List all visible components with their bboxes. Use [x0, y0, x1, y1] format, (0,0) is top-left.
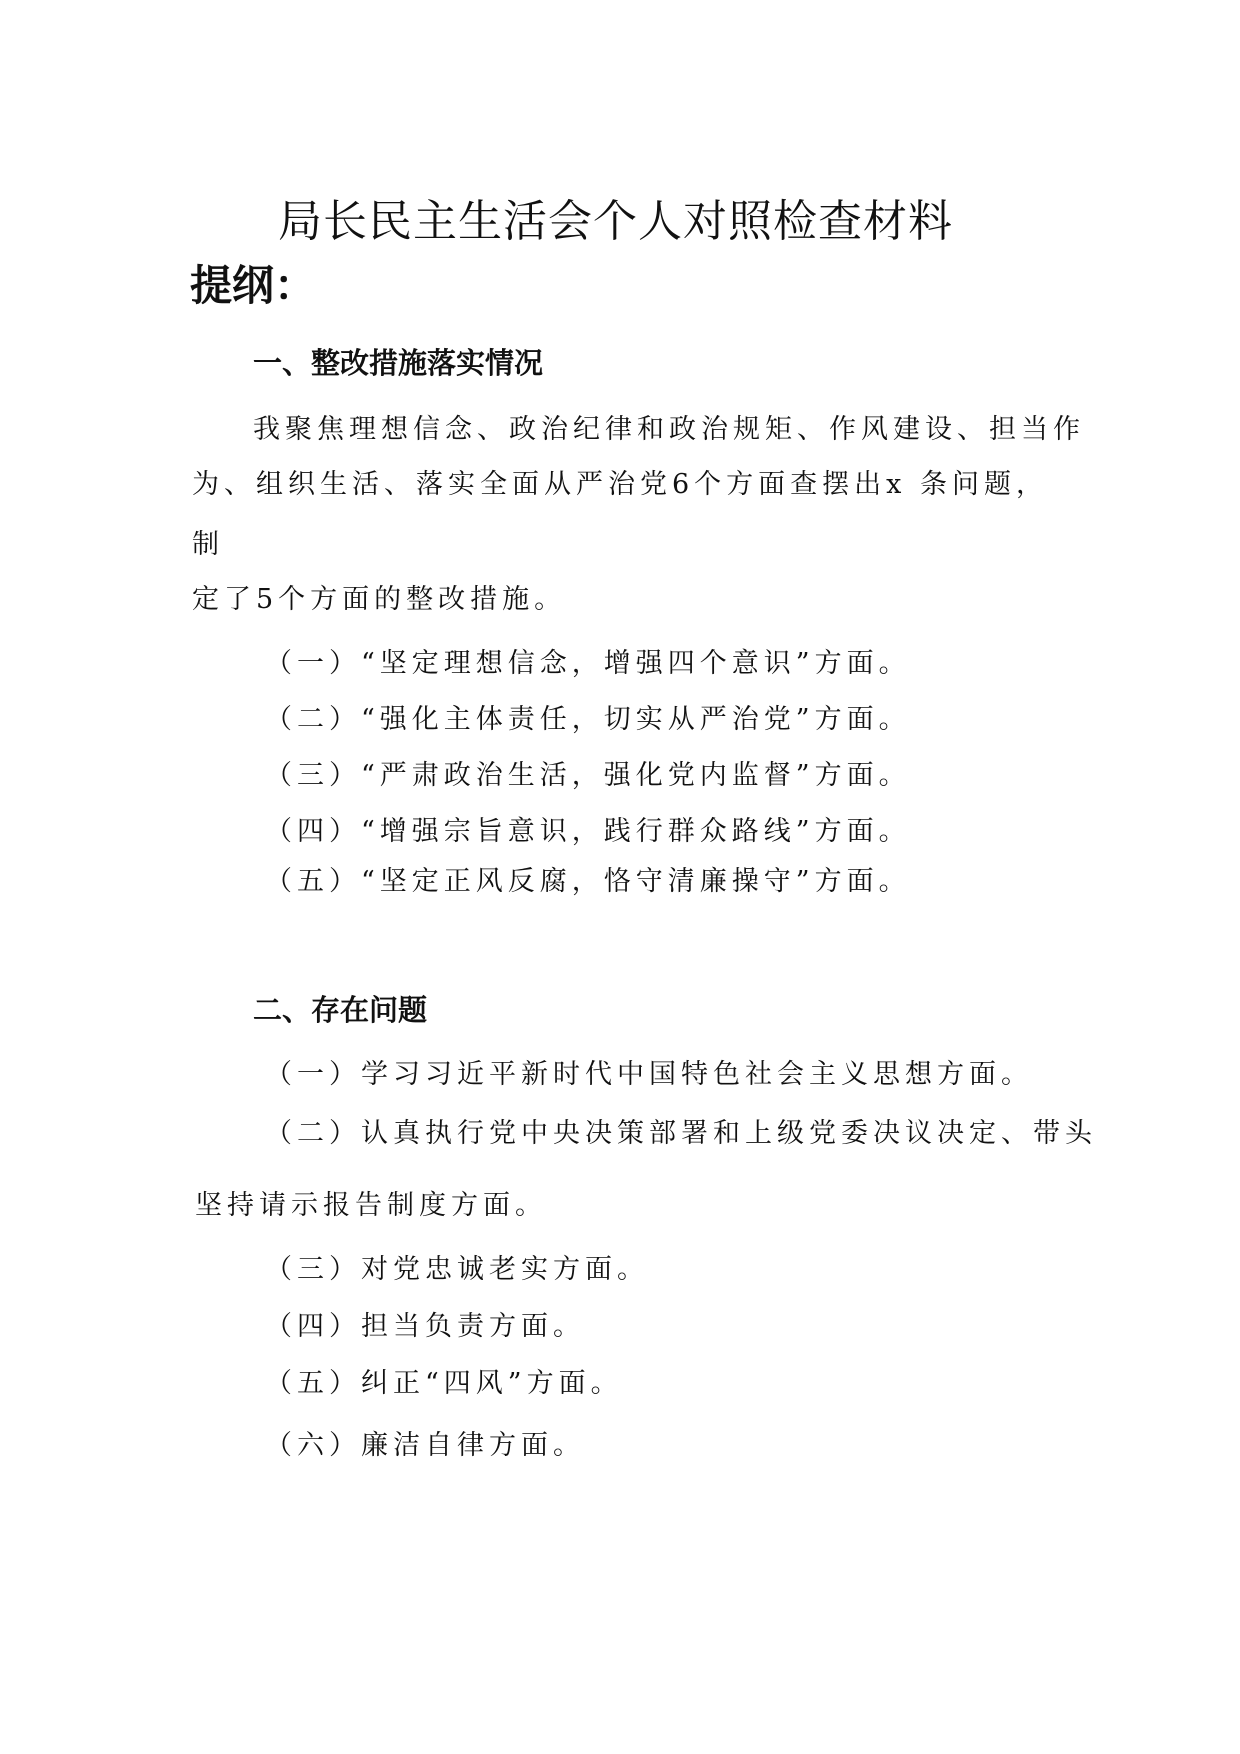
section-heading-rectification: 一、整改措施落实情况: [253, 346, 544, 380]
list-item: （四）担当负责方面。: [265, 1311, 585, 1342]
list-item: （四）“增强宗旨意识，践行群众路线”方面。: [265, 816, 911, 847]
list-item: （三）对党忠诚老实方面。: [265, 1254, 649, 1285]
paragraph-line: 为、组织生活、落实全面从严治党6个方面查摆出x 条问题，: [192, 469, 1048, 500]
list-item: （三）“严肃政治生活，强化党内监督”方面。: [265, 760, 911, 791]
list-item-continuation: 坚持请示报告制度方面。: [195, 1190, 547, 1221]
list-item: （五）“坚定正风反腐，恪守清廉操守”方面。: [265, 866, 911, 897]
list-item: （一）学习习近平新时代中国特色社会主义思想方面。: [265, 1059, 1033, 1090]
list-item: （二）“强化主体责任，切实从严治党”方面。: [265, 704, 911, 735]
outline-label: 提纲：: [190, 261, 317, 310]
paragraph-line: 定了5个方面的整改措施。: [192, 584, 567, 615]
document-title: 局长民主生活会个人对照检查材料: [278, 196, 953, 247]
list-item: （六）廉洁自律方面。: [265, 1430, 585, 1461]
list-item: （二）认真执行党中央决策部署和上级党委决议决定、带头: [265, 1118, 1097, 1149]
list-item: （一）“坚定理想信念，增强四个意识”方面。: [265, 648, 911, 679]
paragraph-line: 制: [192, 529, 224, 560]
paragraph-line: 我聚焦理想信念、政治纪律和政治规矩、作风建设、担当作: [253, 414, 1085, 445]
section-heading-problems: 二、存在问题: [253, 993, 428, 1027]
list-item: （五）纠正“四风”方面。: [265, 1368, 623, 1399]
